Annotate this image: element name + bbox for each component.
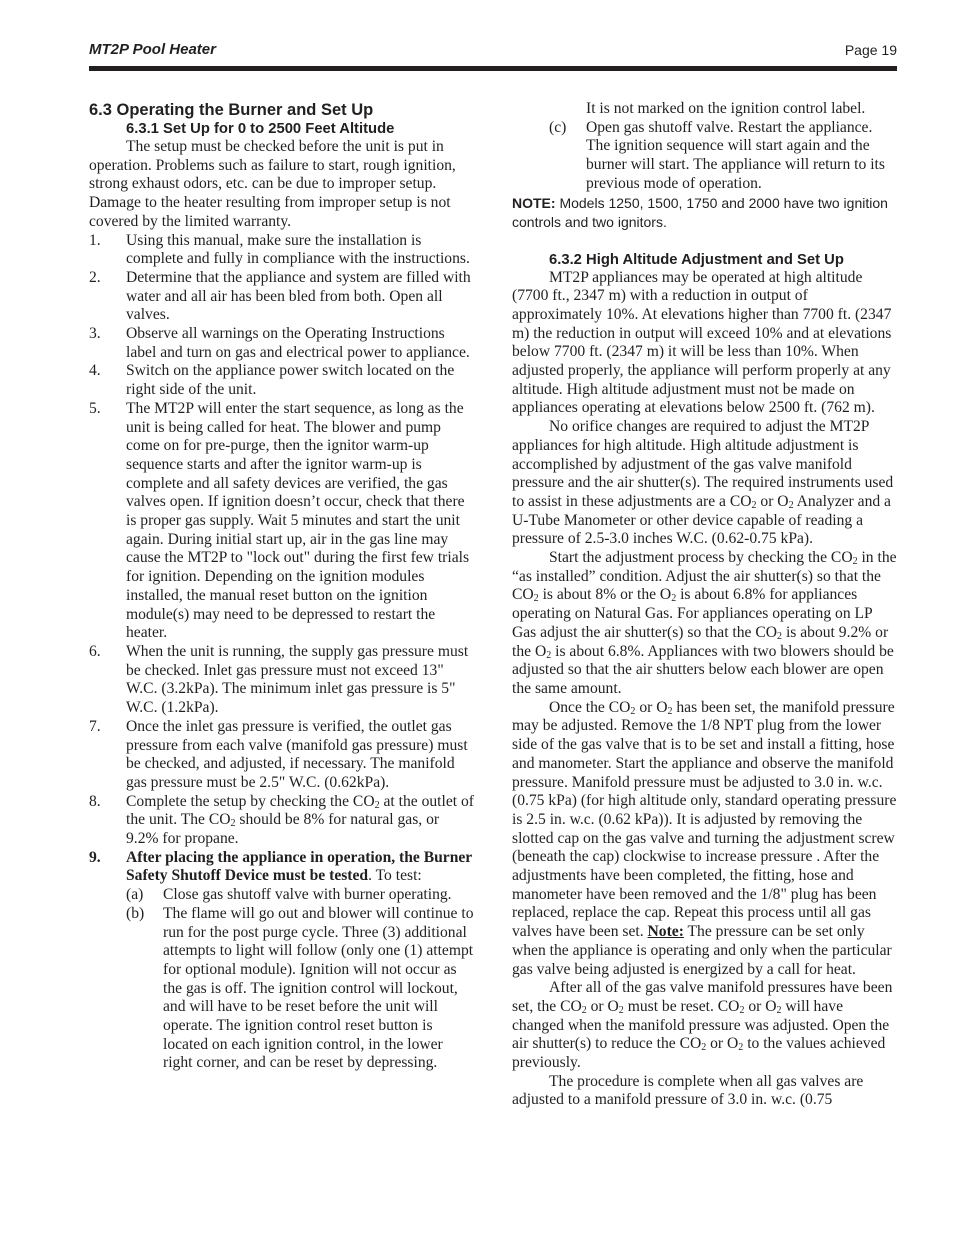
text: is about 6.8%. Appliances with two blowers should be adjusted so that the air shutters below each blower are open the same amount.: [512, 642, 894, 697]
sub-step-a: [89, 886, 475, 905]
step-text: . To test:: [368, 867, 422, 885]
high-altitude-heading: 6.3.2 High Altitude Adjustment and Set Up: [549, 251, 844, 268]
text: will have changed when the manifold pressure was adjusted. Open the air shutter(s) to reduce the CO: [512, 997, 890, 1053]
step-text: at the outlet of the unit. The CO: [126, 792, 474, 829]
subscript: 2: [701, 1042, 707, 1054]
step-number: 6.: [89, 642, 101, 660]
step-text: Once the inlet gas pressure is verified, the outlet gas pressure from each valve (manifold gas pressure) must be checked, and adjusted, if necessary. The manifold gas pressure must be 2.5" W.C. (0.62kPa).: [126, 717, 468, 791]
step-text: Switch on the appliance power switch located on the right side of the unit.: [126, 362, 455, 399]
text: or O: [635, 698, 668, 716]
right-column: [512, 100, 898, 1110]
ignition-note: [512, 194, 898, 232]
text: is about 6.8% for appliances operating on Natural Gas. For appliances operating on LP Gas adjust the air shutter(s) so that the CO: [512, 586, 873, 641]
subscript: 2: [739, 1004, 745, 1016]
step-text: Determine that the appliance and system are filled with water and all air has been bled from both. Open all valves.: [126, 268, 471, 324]
step-text: Complete the setup by checking the CO: [126, 792, 375, 810]
step-number: 1.: [89, 231, 101, 249]
subscript: 2: [374, 799, 380, 811]
section-heading: 6.3 Operating the Burner and Set Up: [89, 101, 374, 119]
subscript: 2: [777, 630, 783, 642]
text: or O: [756, 492, 789, 510]
sub-step-text: Close gas shutoff valve with burner operating.: [163, 886, 452, 904]
sub-step-b: [89, 905, 475, 1073]
note-label: NOTE:: [512, 194, 556, 211]
step-text: When the unit is running, the supply gas pressure must be checked. Inlet gas pressure must not exceed 13" W.C. (3.2kPa). The minimum inlet gas pressure is 5" W.C. (1.2kPa).: [126, 642, 469, 717]
subsection-heading: 6.3.1 Set Up for 0 to 2500 Feet Altitude: [126, 121, 395, 137]
subscript: 2: [738, 1042, 744, 1054]
step-bold-text: After placing the appliance in operation, the Burner Safety Shutoff Device must be tested: [126, 848, 472, 885]
text: After all of the gas valve manifold pressures have been set, the CO: [512, 979, 893, 1015]
sub-step-letter: (a): [126, 886, 144, 904]
step-number: 3.: [89, 325, 101, 343]
step-text: should be 8% for natural gas, or 9.2% for propane.: [126, 811, 440, 848]
step-1: [89, 232, 475, 269]
subscript: 2: [533, 593, 539, 605]
text: No orifice changes are required to adjust the MT2P appliances for high altitude. High altitude adjustment is accomplished by adjustment of the gas valve manifold pressure and the air shutter(s). The required instruments used to assist in these adjustments are a CO: [512, 418, 894, 510]
text: Once the CO: [549, 698, 631, 716]
high-altitude-p2: [512, 418, 898, 549]
text: or O: [706, 1035, 739, 1053]
text: must be reset. CO: [623, 997, 740, 1015]
text: The pressure can be set only when the appliance is operating and only when the particular gas valve being adjusted is energized by a call for heat.: [512, 923, 892, 978]
high-altitude-p1: MT2P appliances may be operated at high altitude (7700 ft., 2347 m) with a reduction in output of approximately 10%. At elevations higher than 7700 ft. (2347 m) the reduction in output will exceed 10% and at elevations below 7700 ft. (2347 m) it will be less than 10%. When adjusted properly, the appliance will perform properly at any altitude. High altitude adjustment must not be made on appliances operating at elevations below 2500 ft. (762 m).: [512, 268, 892, 417]
sub-step-letter: (b): [126, 904, 145, 922]
text: or O: [744, 997, 777, 1015]
step-number: 5.: [89, 399, 101, 417]
intro-paragraph: The setup must be checked before the unit is put in operation. Problems such as failure to start, rough ignition, strong exhaust odors, etc. can be due to improper setup. Damage to the heater resulting from improper setup is not covered by the limited warranty.: [89, 138, 456, 230]
note-text: Models 1250, 1500, 1750 and 2000 have two ignition controls and two ignitors.: [512, 194, 888, 230]
step-7: [89, 718, 475, 793]
left-column: [89, 100, 475, 1073]
subscript: 2: [667, 705, 673, 717]
high-altitude-p6: The procedure is complete when all gas valves are adjusted to a manifold pressure of 3.0 in. w.c. (0.75: [512, 1072, 864, 1109]
step-2: [89, 269, 475, 325]
subscript: 2: [788, 499, 794, 511]
text: Start the adjustment process by checking the CO: [549, 549, 853, 567]
text: or O: [586, 997, 619, 1015]
inline-note-label: Note:: [647, 923, 684, 941]
sub-step-text: The flame will go out and blower will continue to run for the post purge cycle. Three (3) additional attempts to light will follow (only one (1) attempt for optional module). Ignition will not occur as the gas is off. The ignition control will lockout, and will have to be reset before the unit will operate. The ignition control reset button is located on each ignition control, in the lower right corner, and can be reset by depressing.: [163, 904, 474, 1072]
step-5: [89, 400, 475, 643]
sub-step-b-continued: It is not marked on the ignition control label.: [586, 100, 866, 117]
step-number: 8.: [89, 792, 101, 810]
step-9: [89, 849, 475, 886]
subscript: 2: [852, 556, 858, 568]
step-number: 7.: [89, 717, 101, 735]
subscript: 2: [581, 1004, 587, 1016]
high-altitude-p4: [512, 699, 898, 980]
sub-step-letter: (c): [549, 118, 567, 136]
subscript: 2: [671, 593, 677, 605]
subscript: 2: [776, 1004, 782, 1016]
subscript: 2: [546, 649, 552, 661]
step-number: 2.: [89, 268, 101, 286]
high-altitude-p5: [512, 979, 898, 1073]
sub-step-text: Open gas shutoff valve. Restart the appliance. The ignition sequence will start again and the burner will start. The appliance will return to its previous mode of operation.: [586, 118, 885, 192]
text: to the values achieved previously.: [512, 1035, 886, 1072]
subscript: 2: [751, 499, 757, 511]
text: Analyzer and a U-Tube Manometer or other device capable of reading a pressure of 2.5-3.0 inches W.C. (0.62-0.75 kPa).: [512, 492, 891, 548]
step-number: 4.: [89, 362, 101, 380]
page-number: Page 19: [844, 42, 897, 58]
step-4: [89, 362, 475, 399]
step-text: The MT2P will enter the start sequence, as long as the unit is being called for heat. The blower and pump come on for pre-purge, then the ignitor warm-up sequence starts and after the ignitor warm-up is complete and all safety devices are verified, the gas valves open. If ignition doesn’t occur, check that there is proper gas supply. Wait 5 minutes and start the unit again. During initial start up, air in the gas line may cause the MT2P to "lock out" during the first few trials for ignition. Depending on the ignition modules installed, the manual reset button on the ignition module(s) may need to be depressed to restart the heater.: [126, 399, 470, 642]
text: is about 9.2% or the O: [512, 623, 889, 660]
text: in the “as installed” condition. Adjust the air shutter(s) so that the CO: [512, 549, 897, 604]
subscript: 2: [618, 1004, 624, 1016]
step-number: 9.: [89, 848, 101, 866]
step-text: Observe all warnings on the Operating Instructions label and turn on gas and electrical power to appliance.: [126, 325, 470, 361]
text: has been set, the manifold pressure may be adjusted. Remove the 1/8 NPT plug from the lower side of the gas valve that is to be set and install a fitting, hose and manometer. Start the appliance and observe the manifold pressure. Manifold pressure must be adjusted to 3.0 in. w.c. (0.75 kPa) (for high altitude only, standard operating pressure is 2.5 in. w.c. (0.62 kPa)). It is adjusted by removing the slotted cap on the gas valve and turning the adjustment screw (beneath the cap) clockwise to increase pressure . After the adjustments have been completed, the fitting, hose and manometer have been removed and the 1/8" plug has been replaced, replace the cap. Repeat this process until all gas valves have been set.: [512, 698, 897, 941]
step-6: [89, 643, 475, 718]
header-title: MT2P Pool Heater: [89, 41, 216, 58]
step-text: Using this manual, make sure the installation is complete and fully in compliance with the instructions.: [126, 231, 470, 268]
subscript: 2: [630, 705, 636, 717]
sub-step-c: [512, 119, 898, 194]
high-altitude-p3: [512, 549, 898, 699]
subscript: 2: [230, 818, 236, 830]
header-rule: [89, 66, 897, 71]
step-3: [89, 325, 475, 362]
step-8: [89, 793, 475, 849]
text: is about 8% or the O: [538, 586, 672, 604]
